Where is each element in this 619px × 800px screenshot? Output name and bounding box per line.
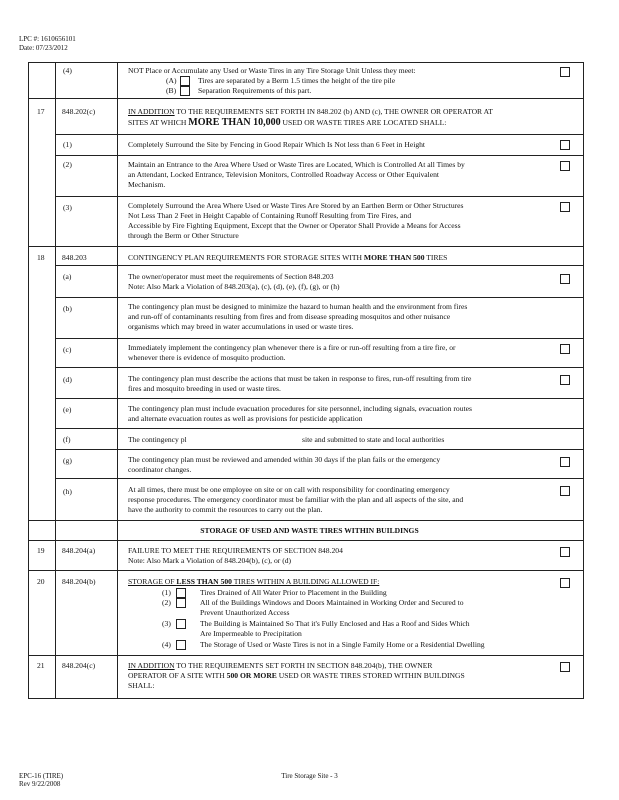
row20-checkbox[interactable] [560,578,570,588]
row16-4-optB-label: (B) [166,86,177,95]
row19-number: 19 [37,546,45,555]
inspection-date: Date: 07/23/2012 [19,44,68,52]
row18-h-line3: have the authority to commit the resources to carry out the plan. [128,505,323,514]
row18-a-sub: (a) [63,272,72,281]
row20-section: 848.204(b) [62,577,96,586]
row17-1-checkbox[interactable] [560,140,570,150]
row17-2-checkbox[interactable] [560,161,570,171]
row18-text1: CONTINGENCY PLAN REQUIREMENTS FOR STORAGE SITES WITH [128,253,364,262]
row20-text-c: TIRES WITHIN A BUILDING ALLOWED IF: [231,577,380,586]
row17-lead: IN ADDITION [128,107,175,116]
row20-opt2-label: (2) [162,598,171,607]
row21-checkbox[interactable] [560,662,570,672]
row17-3-line4: through the Berm or Other Structure [128,231,239,240]
row17-3-line3: Accessible by Fire Fighting Equipment, Except that the Owner or Operator Shall Provide a Means for Access [128,221,461,230]
row18-text3: TIRES [424,253,448,262]
row20-opt3-line2: Are Impermeable to Precipitation [200,629,302,638]
row17-number: 17 [37,107,45,116]
row18-g-sub: (g) [63,456,72,465]
row21-text2a: OPERATOR OF A SITE WITH [128,671,227,680]
row18-number: 18 [37,253,45,262]
row18-b-sub: (b) [63,304,72,313]
row20-opt1-label: (1) [162,588,171,597]
row20-opt4-text: The Storage of Used or Waste Tires is not in a Single Family Home or a Residential Dwelling [200,640,485,649]
row20-text-a: STORAGE OF [128,577,177,586]
row17-text1: TO THE REQUIREMENTS SET FORTH IN 848.202 (b) AND (c), THE OWNER OR OPERATOR AT [174,107,493,116]
row20-opt3-line1: The Building is Maintained So That it's Fully Enclosed and Has a Roof and Sides Which [200,619,470,628]
row17-1-text: Completely Surround the Site by Fencing in Good Repair Which Is Not less than 6 Feet in Height [128,140,426,149]
footer-form-number: EPC-16 (TIRE) [19,772,64,780]
row18-c-line2: whenever there is evidence of mosquito production. [128,353,286,362]
row18-text2: MORE THAN 500 [363,253,425,262]
row18-b-line1: The contingency plan must be designed to minimize the hazard to human health and the environment from fires [128,302,468,311]
row18-f-line1a: The contingency pl [128,435,187,444]
row18-d-checkbox[interactable] [560,375,570,385]
storage-within-buildings-heading: STORAGE OF USED AND WASTE TIRES WITHIN BUILDINGS [200,526,419,535]
row18-d-sub: (d) [63,375,72,384]
row18-h-sub: (h) [63,487,72,496]
row20-opt4-checkbox[interactable] [176,640,186,650]
row18-h-checkbox[interactable] [560,486,570,496]
row18-f-line1b: site and submitted to state and local authorities [302,435,445,444]
row16-4-optA-checkbox[interactable] [180,76,190,86]
row19-line1: FAILURE TO MEET THE REQUIREMENTS OF SECTION 848.204 [128,546,343,555]
row21-heading-line3: SHALL: [128,681,155,690]
row18-c-sub: (c) [63,345,72,354]
row16-4-optB-checkbox[interactable] [180,86,190,96]
row19-section: 848.204(a) [62,546,96,555]
row20-opt2-checkbox[interactable] [176,598,186,608]
row16-4-checkbox[interactable] [560,67,570,77]
row21-heading-line1 [128,661,432,670]
row18-d-line2: fires and mosquito breeding in used or waste tires. [128,384,281,393]
row20-heading [128,577,379,586]
row17-3-line2: Not Less Than 2 Feet in Height Capable of Containing Runoff Resulting from Tire Fires, and [128,211,412,220]
row20-opt4-label: (4) [162,640,171,649]
row18-f-sub: (f) [63,435,71,444]
row20-opt1-text: Tires Drained of All Water Prior to Placement in the Building [200,588,387,597]
row17-2-sub: (2) [63,160,72,169]
row17-2-line2: an Attendant, Locked Entrance, Television Monitors, Controlled Roadway Access or Other Equivalent [128,170,440,179]
row19-checkbox[interactable] [560,547,570,557]
row20-text-b: LESS THAN 500 [176,577,232,586]
row17-3-line1: Completely Surround the Area Where Used or Waste Tires Are Stored by an Earthen Berm or Other Structures [128,201,464,210]
row18-e-line1: The contingency plan must include evacuation procedures for site personnel, including signals, evacuation routes [128,404,472,413]
row17-heading-line1 [128,107,493,116]
lpc-number: LPC #: 1610656101 [19,35,76,43]
row17-heading-line2 [128,117,446,130]
row18-h-line2: response procedures. The emergency coordinator must be familiar with the plan and all aspects of the site, and [128,495,464,504]
row21-text2c: USED OR WASTE TIRES STORED WITHIN BUILDINGS [276,671,465,680]
row18-a-checkbox[interactable] [560,274,570,284]
row21-heading-line2 [128,671,465,680]
row21-number: 21 [37,661,45,670]
row20-opt1-checkbox[interactable] [176,588,186,598]
row18-section: 848.203 [62,253,87,262]
row19-line2: Note: Also Mark a Violation of 848.204(b), (c), or (d) [128,556,292,565]
row16-4-optA-label: (A) [166,76,177,85]
row18-a-line1: The owner/operator must meet the requirements of Section 848.203 [128,272,334,281]
row18-e-sub: (e) [63,405,72,414]
row20-opt3-checkbox[interactable] [176,619,186,629]
row18-b-line2: and run-off of contaminants resulting from fires and from disease spreading mosquitos and other nuisance [128,312,451,321]
row17-1-sub: (1) [63,140,72,149]
row20-opt3-label: (3) [162,619,171,628]
row17-3-sub: (3) [63,203,72,212]
row17-3-checkbox[interactable] [560,202,570,212]
row17-2-line3: Mechanism. [128,180,166,189]
row18-c-checkbox[interactable] [560,344,570,354]
row21-lead: IN ADDITION [128,661,175,670]
row21-text2b: 500 OR MORE [226,671,277,680]
row17-text2b: MORE THAN 10,000 [188,117,281,128]
footer-page: Tire Storage Site - 3 [281,772,338,780]
row17-2-line1: Maintain an Entrance to the Area Where Used or Waste Tires are Located, Which is Controlled At all Times by [128,160,465,169]
row18-g-line2: coordinator changes. [128,465,192,474]
row16-4-optA-text: Tires are separated by a Berm 1.5 times the height of the tire pile [198,76,396,85]
row16-4-text: NOT Place or Accumulate any Used or Waste Tires in any Tire Storage Unit Unless they meet: [128,66,416,75]
footer-revision: Rev 9/22/2008 [19,780,61,788]
row20-opt2-line1: All of the Buildings Windows and Doors Maintained in Working Order and Secured to [200,598,464,607]
row21-text1: TO THE REQUIREMENTS SET FORTH IN SECTION 848.204(b), THE OWNER [174,661,433,670]
row18-heading [128,253,447,262]
row18-h-line1: At all times, there must be one employee on site or on call with responsibility for coordinating emergency [128,485,450,494]
row18-g-checkbox[interactable] [560,457,570,467]
row21-section: 848.204(c) [62,661,96,670]
row18-a-line2: Note: Also Mark a Violation of 848.203(a), (c), (d), (e), (f), (g), or (h) [128,282,340,291]
row18-c-line1: Immediately implement the contingency plan whenever there is a fire or run-off resulting from a tire fire, or [128,343,456,352]
row17-text2a: SITES AT WHICH [128,118,189,127]
row20-number: 20 [37,577,45,586]
row17-section: 848.202(c) [62,107,96,116]
row18-d-line1: The contingency plan must describe the actions that must be taken in response to fires, run-off resulting from tire [128,374,472,383]
row16-4-optB-text: Separation Requirements of this part. [198,86,312,95]
row20-opt2-line2: Prevent Unauthorized Access [200,608,290,617]
row17-text2c: USED OR WASTE TIRES ARE LOCATED SHALL: [280,118,447,127]
row18-b-line3: organisms which may breed in water accumulations in used or waste tires. [128,322,354,331]
row18-e-line2: and alternate evacuation routes as well as provisions for pesticide application [128,414,363,423]
row18-g-line1: The contingency plan must be reviewed and amended within 30 days if the plan fails or the emergency [128,455,441,464]
row16-4-sub: (4) [63,66,72,75]
